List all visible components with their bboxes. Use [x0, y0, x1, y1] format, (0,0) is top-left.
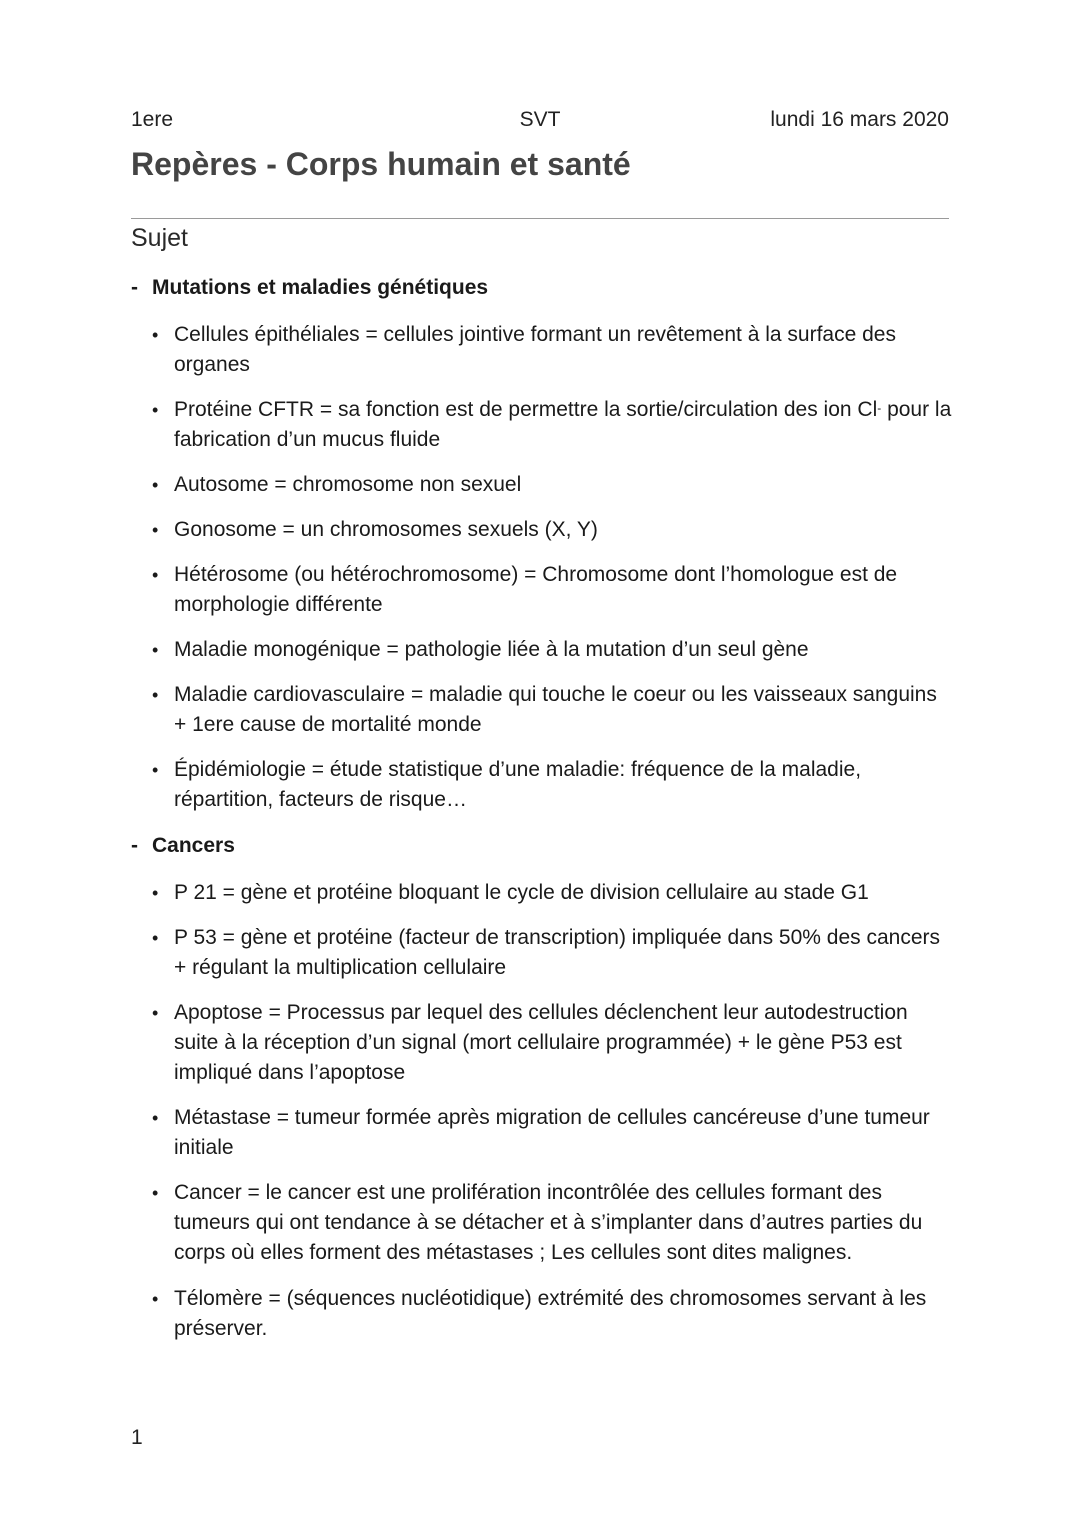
- bullet-icon: •: [152, 475, 159, 495]
- list-item: [152, 320, 952, 380]
- bullet-icon: •: [152, 685, 159, 705]
- list-item: [152, 515, 952, 545]
- list-item-text: Gonosome = un chromosomes sexuels (X, Y): [174, 518, 598, 541]
- section-heading-text: Mutations et maladies génétiques: [152, 276, 489, 299]
- superscript-charge: -: [877, 401, 882, 415]
- list-item: [152, 635, 952, 665]
- bullet-icon: •: [152, 640, 159, 660]
- list-item-text: Maladie cardiovasculaire = maladie qui touche le coeur ou les vaisseaux sanguins + 1ere cause de mortalité monde: [174, 683, 937, 736]
- list-item: [152, 1178, 952, 1268]
- list-item: [152, 998, 952, 1088]
- bullet-icon: •: [152, 325, 159, 345]
- section-heading-text: Cancers: [152, 834, 235, 857]
- bullet-icon: •: [152, 760, 159, 780]
- list-item: [152, 1284, 952, 1344]
- page-number: 1: [131, 1426, 143, 1449]
- bullet-icon: •: [152, 1183, 159, 1203]
- bullet-icon: •: [152, 928, 159, 948]
- bullet-icon: •: [152, 883, 159, 903]
- list-item-text: Hétérosome (ou hétérochromosome) = Chromosome dont l’homologue est de morphologie différente: [174, 563, 898, 616]
- list-item: [152, 878, 952, 908]
- list-item: [152, 395, 952, 455]
- list-item-text: Télomère = (séquences nucléotidique) extrémité des chromosomes servant à les préserver.: [174, 1287, 927, 1340]
- list-item-text: P 21 = gène et protéine bloquant le cycle de division cellulaire au stade G1: [174, 881, 869, 904]
- bullet-icon: •: [152, 1108, 159, 1128]
- list-item-text: Cancer = le cancer est une prolifération incontrôlée des cellules formant des tumeurs qui ont tendance à se détacher et à s’implanter dans d’autres parties du corps où elles forment des métastases ; Les cellules sont dites malignes.: [174, 1181, 923, 1264]
- section-heading-cancers: [131, 834, 235, 858]
- section-dash: -: [131, 834, 138, 857]
- page-title: Repères - Corps humain et santé: [131, 146, 631, 182]
- header-subject: SVT: [519, 108, 561, 131]
- list-item-text: [174, 395, 952, 455]
- bullet-icon: •: [152, 400, 159, 420]
- bullet-icon: •: [152, 565, 159, 585]
- header-class-level: 1ere: [131, 108, 174, 131]
- list-item: [152, 560, 952, 620]
- title-divider: [131, 218, 949, 219]
- list-item: [152, 755, 952, 815]
- list-item-text: Maladie monogénique = pathologie liée à la mutation d’un seul gène: [174, 638, 809, 661]
- list-item: [152, 680, 952, 740]
- section-dash: -: [131, 276, 138, 299]
- list-item-text: Métastase = tumeur formée après migration de cellules cancéreuse d’une tumeur initiale: [174, 1106, 930, 1159]
- bullet-icon: •: [152, 1003, 159, 1023]
- bullet-icon: •: [152, 1289, 159, 1309]
- list-item-text-part: Protéine CFTR = sa fonction est de permettre la sortie/circulation des ion Cl: [174, 398, 878, 421]
- list-item-text: Épidémiologie = étude statistique d’une maladie: fréquence de la maladie, répartition, facteurs de risque…: [174, 758, 862, 811]
- list-item-text: Apoptose = Processus par lequel des cellules déclenchent leur autodestruction suite à la réception d’un signal (mort cellulaire programmée) + le gène P53 est impliqué dans l’apoptose: [174, 1001, 908, 1084]
- bullet-icon: •: [152, 520, 159, 540]
- subject-label: Sujet: [131, 224, 188, 252]
- section-heading-mutations: [131, 276, 488, 300]
- list-item-text-part: pour la fabrication d’un mucus fluide: [174, 398, 952, 451]
- list-item: [152, 923, 952, 983]
- list-item-text: Autosome = chromosome non sexuel: [174, 473, 522, 496]
- header-date: lundi 16 mars 2020: [770, 108, 949, 131]
- list-item: [152, 1103, 952, 1163]
- list-item-text: Cellules épithéliales = cellules jointive formant un revêtement à la surface des organes: [174, 323, 896, 376]
- list-item: [152, 470, 952, 500]
- page-header: [131, 108, 949, 136]
- list-item-text: P 53 = gène et protéine (facteur de transcription) impliquée dans 50% des cancers + régulant la multiplication cellulaire: [174, 926, 940, 979]
